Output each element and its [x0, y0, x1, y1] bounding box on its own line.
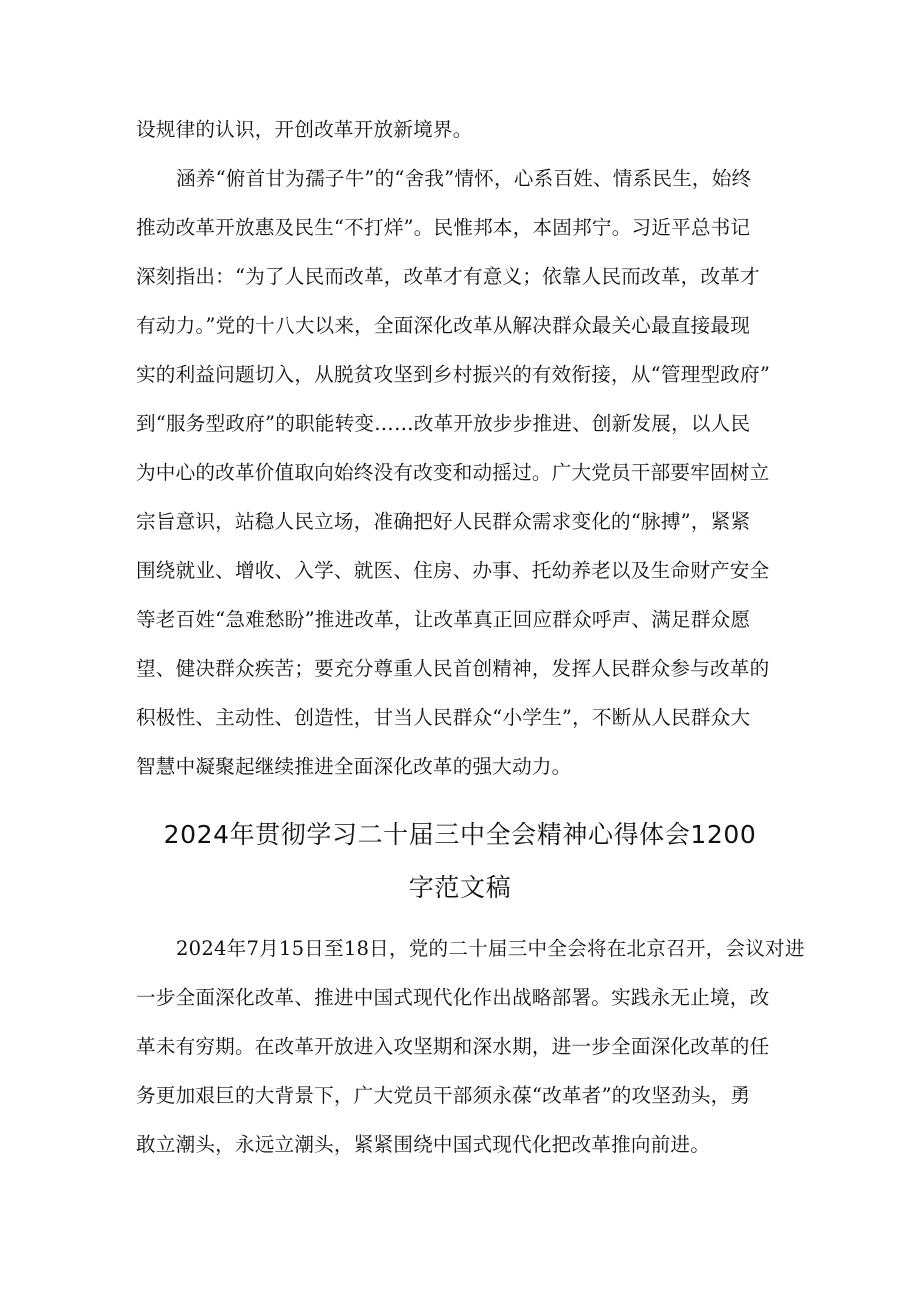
- paragraph-line: 革未有穷期。在改革开放进入攻坚期和深水期，进一步全面深化改革的任: [136, 1035, 770, 1058]
- paragraph-line: 为中心的改革价值取向始终没有改变和动摇过。广大党员干部要牢固树立: [136, 461, 770, 484]
- paragraph-line: 2024年7月15日至18日，党的二十届三中全会将在北京召开，会议对进: [176, 937, 805, 960]
- paragraph-line: 推动改革开放惠及民生“不打烊”。民惟邦本，本固邦宁。习近平总书记: [136, 216, 751, 239]
- paragraph-line: 深刻指出：“为了人民而改革，改革才有意义；依靠人民而改革，改革才: [136, 265, 760, 288]
- article-title: 2024年贯彻学习二十届三中全会精神心得体会1200: [163, 820, 757, 849]
- paragraph-line: 智慧中凝聚起继续推进全面深化改革的强大动力。: [136, 755, 572, 778]
- paragraph-line: 积极性、主动性、创造性，甘当人民群众“小学生”，不断从人民群众大: [136, 706, 751, 729]
- paragraph-line: 宗旨意识，站稳人民立场，准确把好人民群众需求变化的“脉搏”，紧紧: [136, 510, 751, 533]
- paragraph-line: 涵养“俯首甘为孺子牛”的“舍我”情怀，心系百姓、情系民生，始终: [176, 167, 752, 190]
- paragraph-line: 一步全面深化改革、推进中国式现代化作出战略部署。实践永无止境，改: [136, 986, 770, 1009]
- paragraph-line: 围绕就业、增收、入学、就医、住房、办事、托幼养老以及生命财产安全: [136, 559, 770, 582]
- paragraph-line: 实的利益问题切入，从脱贫攻坚到乡村振兴的有效衔接，从“管理型政府”: [136, 363, 771, 386]
- paragraph-line: 有动力。”党的十八大以来，全面深化改革从解决群众最关心最直接最现: [136, 314, 751, 337]
- paragraph-line: 设规律的认识，开创改革开放新境界。: [136, 118, 473, 141]
- paragraph-line: 等老百姓“急难愁盼”推进改革，让改革真正回应群众呼声、满足群众愿: [136, 608, 751, 631]
- paragraph-line: 到“服务型政府”的职能转变……改革开放步步推进、创新发展，以人民: [136, 412, 751, 435]
- article-title: 字范文稿: [408, 873, 512, 902]
- paragraph-line: 敢立潮头，永远立潮头，紧紧围绕中国式现代化把改革推向前进。: [136, 1133, 711, 1156]
- paragraph-line: 望、健决群众疾苦；要充分尊重人民首创精神，发挥人民群众参与改革的: [136, 657, 770, 680]
- paragraph-line: 务更加艰巨的大背景下，广大党员干部须永葆“改革者”的攻坚劲头，勇: [136, 1084, 751, 1107]
